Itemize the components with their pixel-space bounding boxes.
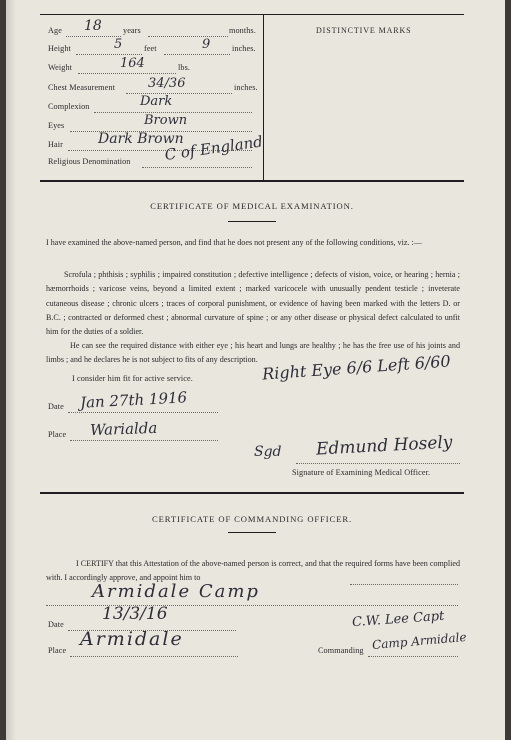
months-unit: months.	[229, 26, 256, 35]
commanding-value: Camp Armidale	[371, 629, 468, 653]
medical-date-label: Date	[48, 402, 64, 411]
commanding-title-rule	[228, 532, 276, 533]
signature-caption: Signature of Examining Medical Officer.	[292, 468, 431, 477]
complexion-value: Dark	[140, 94, 173, 109]
height-feet-value: 5	[114, 37, 123, 52]
fit-for-service-text: I consider him fit for active service.	[72, 374, 193, 383]
medical-conditions-paragraph: Scrofula ; phthisis ; syphilis ; impaired constitution ; defective intelligence ; defects of vision, voice, or hearing ; hernia ; hæmorrhoids ; varicose veins, beyond a limited extent ; marked varicocele with unusually pendent testicle ; inveterate cutaneous disease ; chronic ulcers ; traces of corporal punishment, or evidence of having been marked with the letters D. or B.C. ; contracted or deformed chest ; abnormal curvature of spine ; or any other disease or physical defect calculated to unfit him for the duties of a soldier.	[46, 270, 460, 337]
medical-section-bottom-line	[40, 492, 464, 494]
eyes-value: Brown	[144, 113, 188, 128]
height-inches-dots	[164, 54, 230, 55]
page-edge-shadow	[6, 0, 16, 740]
commanding-place-label: Place	[48, 646, 67, 655]
religion-dots	[142, 167, 252, 168]
height-feet-dots	[76, 54, 142, 55]
top-border-line	[40, 14, 464, 15]
religion-value: C of England	[163, 132, 264, 164]
commanding-officer-signature: C.W. Lee Capt	[351, 608, 445, 631]
medical-date-dots	[68, 412, 218, 413]
height-feet-unit: feet	[144, 44, 157, 53]
chest-value: 34/36	[148, 76, 186, 91]
months-dots	[148, 36, 228, 37]
column-divider	[263, 14, 264, 180]
attestation-paper	[6, 0, 505, 740]
weight-value: 164	[120, 56, 145, 71]
commanding-date-value: 13/3/16	[102, 604, 168, 624]
weight-dots	[78, 73, 176, 74]
appointment-dots	[350, 584, 458, 585]
height-label: Height	[48, 44, 71, 53]
hair-value: Dark Brown	[98, 131, 184, 147]
commanding-place-dots	[70, 656, 238, 657]
height-inches-unit: inches.	[232, 44, 256, 53]
commanding-dots	[368, 656, 458, 657]
chest-unit: inches.	[234, 83, 258, 92]
medical-place-dots	[70, 440, 218, 441]
medical-place-value: Warialda	[89, 418, 158, 440]
hair-label: Hair	[48, 140, 63, 149]
height-inches-value: 9	[202, 37, 211, 52]
medical-intro-paragraph: I have examined the above-named person, and find that he does not present any of the following conditions, viz. :—	[46, 238, 422, 247]
commanding-certify-paragraph: I CERTIFY that this Attestation of the above-named person is correct, and that the required forms have been complied with. I accordingly approve, and appoint him to	[46, 559, 460, 583]
medical-fitness-paragraph: He can see the required distance with either eye ; his heart and lungs are healthy ; he has the free use of his joints and limbs ; and he declares he is not subject to fits of any description.	[46, 341, 460, 365]
medical-date-value: Jan 27th 1916	[79, 388, 188, 412]
medical-officer-signature: Edmund Hosely	[315, 432, 453, 460]
appointment-value: Armidale Camp	[92, 581, 260, 602]
complexion-label: Complexion	[48, 102, 90, 111]
medical-certificate-title: CERTIFICATE OF MEDICAL EXAMINATION.	[150, 201, 354, 211]
age-value: 18	[84, 18, 102, 34]
commanding-place-value: Armidale	[80, 628, 184, 650]
commanding-label: Commanding	[318, 646, 364, 655]
distinctive-marks-title: DISTINCTIVE MARKS	[316, 26, 412, 35]
chest-label: Chest Measurement	[48, 83, 115, 92]
weight-label: Weight	[48, 63, 73, 72]
age-dots	[66, 36, 121, 37]
commanding-date-label: Date	[48, 620, 64, 629]
signature-dots	[296, 463, 460, 464]
physical-section-bottom-line	[40, 180, 464, 182]
weight-unit: lbs.	[178, 63, 191, 72]
religion-label: Religious Denomination	[48, 157, 131, 166]
vision-note: Right Eye 6/6 Left 6/60	[261, 351, 452, 384]
age-label: Age	[48, 26, 62, 35]
eyes-label: Eyes	[48, 121, 65, 130]
signed-prefix: Sgd	[254, 444, 282, 460]
commanding-certificate-title: CERTIFICATE OF COMMANDING OFFICER.	[151, 514, 353, 524]
age-unit: years	[123, 26, 141, 35]
medical-title-rule	[228, 221, 276, 222]
medical-place-label: Place	[48, 430, 67, 439]
